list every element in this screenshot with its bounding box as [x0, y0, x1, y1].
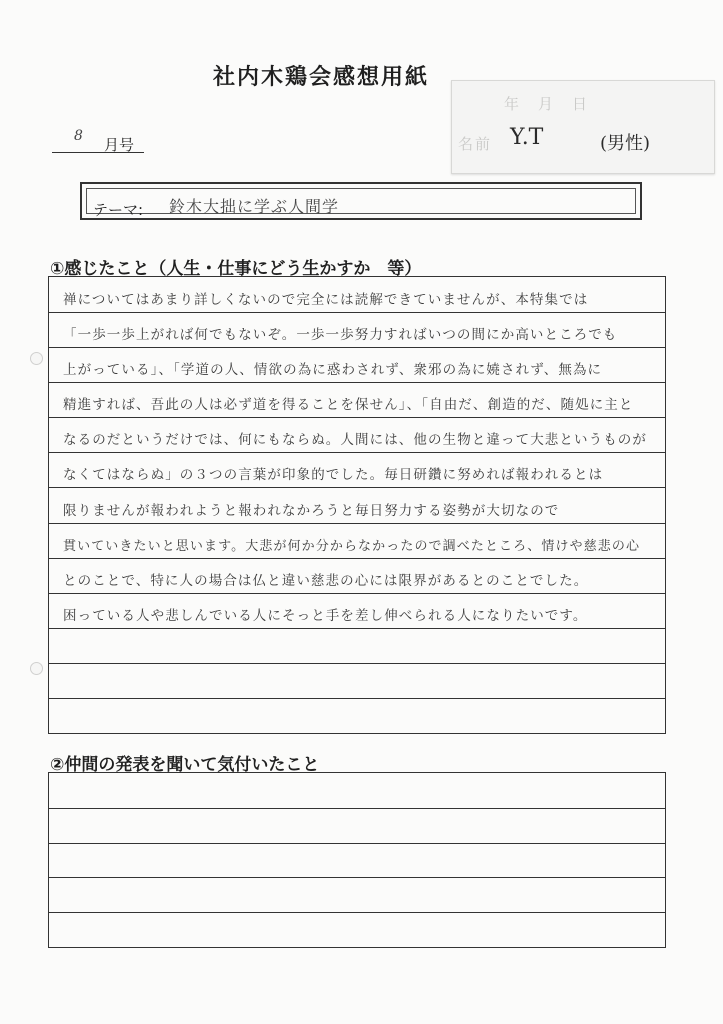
lined-row [49, 628, 665, 664]
handwritten-line: 禅についてはあまり詳しくないので完全には読解できていませんが、本特集では [63, 292, 589, 309]
issue-label: 月号 [104, 136, 135, 154]
handwritten-line: 困っている人や悲しんでいる人にそっと手を差し伸べられる人になりたいです。 [63, 607, 588, 624]
handwritten-line: なくてはならぬ」の３つの言葉が印象的でした。毎日研鑽に努めれば報われるとは [63, 467, 604, 484]
slip-faint-date: 年 月 日 [504, 95, 590, 113]
section2-lined-box [48, 772, 666, 948]
issue-underline [52, 152, 144, 153]
slip-faint-name-label: 名前 [458, 135, 493, 153]
author-name: Y.T [510, 125, 544, 150]
theme-value: 鈴木大拙に学ぶ人間学 [169, 197, 340, 216]
lined-row [49, 277, 665, 313]
lined-row [49, 877, 665, 913]
pasted-name-slip [451, 80, 715, 174]
lined-row [49, 808, 665, 844]
lined-row [49, 382, 665, 418]
theme-label: テーマ: [93, 201, 144, 219]
theme-box [80, 182, 642, 220]
lined-row [49, 593, 665, 629]
lined-row [49, 312, 665, 348]
handwritten-line: 上がっている」、「学道の人、情欲の為に惑わされず、衆邪の為に嬈されず、無為に [63, 362, 603, 379]
lined-row [49, 912, 665, 947]
lined-row [49, 417, 665, 453]
form-title: 社内木鶏会感想用紙 [213, 65, 430, 90]
handwritten-line: 限りませんが報われようと報われなかろうと毎日努力する姿勢が大切なので [63, 502, 560, 519]
handwritten-line: 貫いていきたいと思います。大悲が何か分からなかったので調べたところ、情けや慈悲の心 [63, 538, 641, 554]
section2-heading: ②仲間の発表を聞いて気付いたこと [50, 755, 320, 775]
lined-row [49, 663, 665, 699]
section1-lined-box [48, 276, 666, 734]
lined-row [49, 773, 665, 809]
punch-hole-bottom [30, 662, 43, 675]
lined-row [49, 843, 665, 879]
lined-row [49, 558, 665, 594]
handwritten-line: 精進すれば、吾此の人は必ず道を得ることを保せん」、「自由だ、創造的だ、随処に主と [63, 397, 634, 414]
lined-row [49, 347, 665, 383]
section1-heading: ①感じたこと（人生・仕事にどう生かすか 等） [50, 259, 422, 279]
lined-row [49, 487, 665, 523]
issue-number: 8 [74, 128, 83, 144]
lined-row [49, 452, 665, 488]
lined-row [49, 698, 665, 733]
punch-hole-top [30, 352, 43, 365]
lined-row [49, 523, 665, 559]
handwritten-line: なるのだというだけでは、何にもならぬ。人間には、他の生物と違って大悲というものが [63, 432, 647, 449]
handwritten-line: 「一歩一歩上がれば何でもないぞ。一歩一歩努力すればいつの間にか高いところでも [63, 327, 618, 344]
theme-box-inner [86, 188, 636, 219]
author-gender: (男性) [600, 133, 651, 154]
handwritten-line: とのことで、特に人の場合は仏と違い慈悲の心には限界があるとのことでした。 [63, 572, 589, 589]
